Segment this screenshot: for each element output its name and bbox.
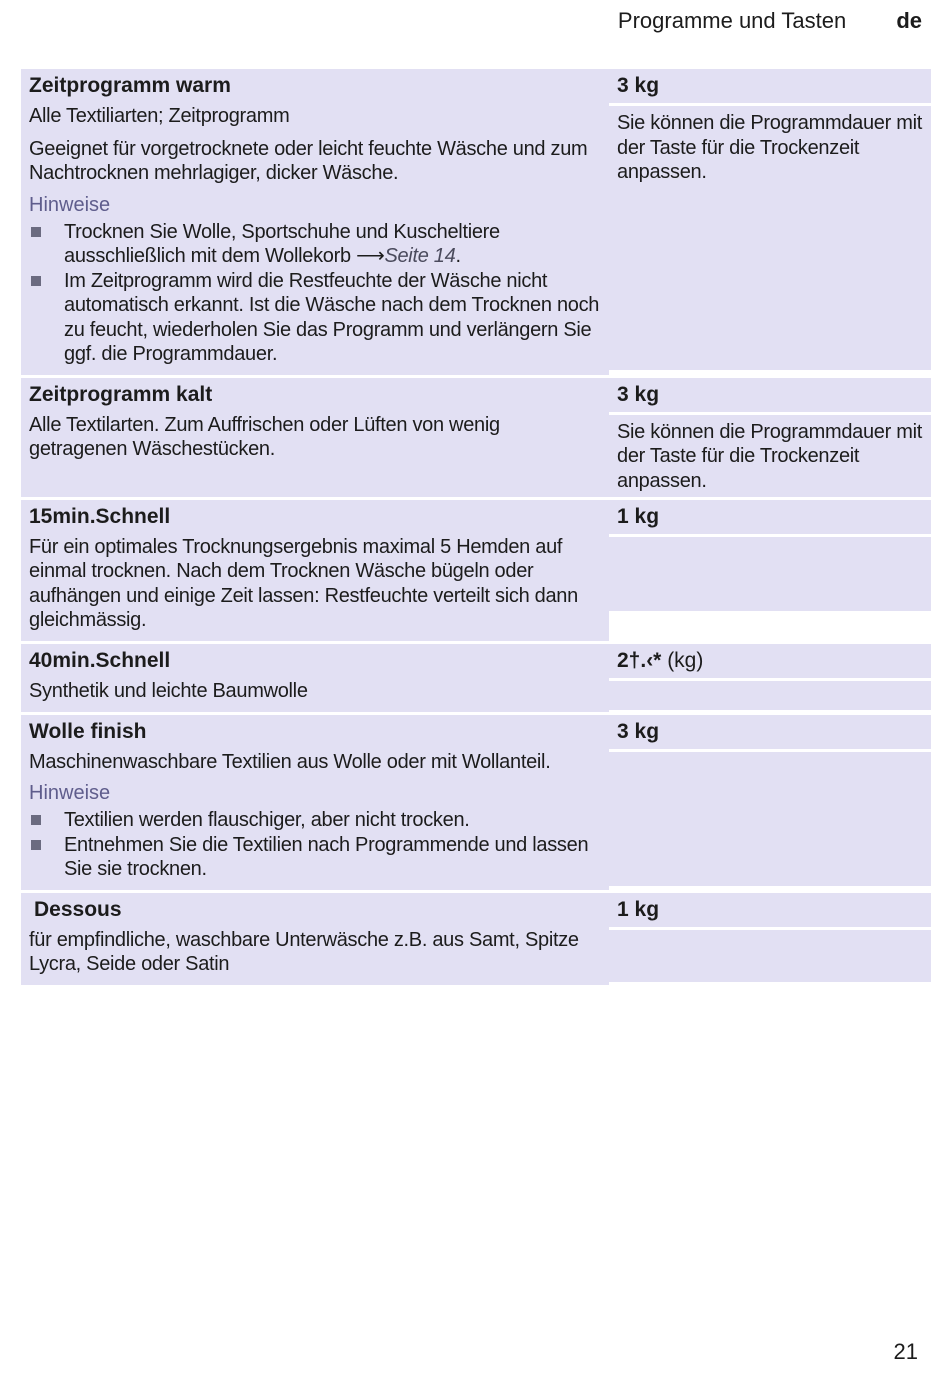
program-text: Für ein optimales Trocknungsergebnis maximal 5 Hemden auf einmal trocknen. Nach dem Trocknen Wäsche bügeln oder aufhängen und einige Zeit lassen: Restfeuchte verteilt sich dann gleichmässig. xyxy=(29,535,578,631)
program-load-cell xyxy=(609,893,931,988)
program-row xyxy=(21,893,931,988)
program-remark: Sie können die Programmdauer mit der Taste für die Trockenzeit anpassen. xyxy=(609,103,931,370)
program-load-cell xyxy=(609,500,931,644)
note-item xyxy=(29,833,601,882)
bullet-square-icon xyxy=(31,840,41,850)
program-title: 40min.Schnell xyxy=(29,648,171,672)
max-load: 1 kg xyxy=(609,893,931,927)
program-row xyxy=(21,378,931,500)
program-load-cell xyxy=(609,715,931,893)
note-item xyxy=(29,269,601,367)
max-load: 3 kg xyxy=(609,69,931,103)
program-text: Alle Textilarten. Zum Auffrischen oder Lüften von wenig getragenen Wäschestücken. xyxy=(29,413,500,460)
page-number: 21 xyxy=(893,1339,918,1364)
program-description-cell xyxy=(21,644,609,715)
program-title: Dessous xyxy=(34,897,122,921)
max-load: 2†.‹* (kg) xyxy=(609,644,931,678)
program-row xyxy=(21,644,931,715)
program-load-cell xyxy=(609,644,931,715)
section-title: Programme und Tasten xyxy=(617,8,847,33)
page-reference-link[interactable]: Seite 14 xyxy=(384,245,456,267)
program-text: Geeignet für vorgetrocknete oder leicht feuchte Wäsche und zum Nachtrocknen mehrlagiger, dicker Wäsche. xyxy=(29,137,588,184)
program-description-cell xyxy=(21,715,609,893)
note-text: Trocknen Sie Wolle, Sportschuhe und Kuscheltiere ausschließlich mit dem Wollekorb xyxy=(64,220,500,267)
note-punctuation: . xyxy=(455,245,461,267)
note-item xyxy=(29,808,601,833)
note-text: Entnehmen Sie die Textilien nach Programmende und lassen Sie sie trocknen. xyxy=(64,833,589,880)
program-load-cell xyxy=(609,378,931,500)
bullet-square-icon xyxy=(31,815,41,825)
program-remark xyxy=(609,534,931,611)
note-item xyxy=(29,220,601,269)
program-description-cell xyxy=(21,500,609,644)
program-remark xyxy=(609,678,931,710)
program-title: Zeitprogramm kalt xyxy=(29,382,213,406)
program-row xyxy=(21,500,931,644)
max-load: 3 kg xyxy=(609,715,931,749)
program-text: Maschinenwaschbare Textilien aus Wolle oder mit Wollanteil. xyxy=(29,750,551,773)
bullet-square-icon xyxy=(31,227,41,237)
notes-list xyxy=(29,808,601,882)
bullet-square-icon xyxy=(31,276,41,286)
program-title: Wolle finish xyxy=(29,719,147,743)
program-remark: Sie können die Programmdauer mit der Taste für die Trockenzeit anpassen. xyxy=(609,412,931,497)
max-load: 3 kg xyxy=(609,378,931,412)
program-text: Synthetik und leichte Baumwolle xyxy=(29,679,308,702)
program-remark xyxy=(609,927,931,982)
language-code: de xyxy=(896,8,922,33)
program-title: Zeitprogramm warm xyxy=(29,74,231,97)
program-remark xyxy=(609,749,931,886)
note-text: Textilien werden flauschiger, aber nicht trocken. xyxy=(64,809,470,831)
program-row xyxy=(21,715,931,893)
max-load: 1 kg xyxy=(609,500,931,534)
arrow-right-icon: ⟶ xyxy=(356,245,385,267)
program-table xyxy=(21,69,931,988)
note-text: Im Zeitprogramm wird die Restfeuchte der Wäsche nicht automatisch erkannt. Ist die Wäsche nach dem Trocknen noch zu feucht, wiederholen Sie das Programm und verlängern Sie ggf. die Programmdauer. xyxy=(64,269,600,365)
program-description-cell xyxy=(21,893,609,988)
page-header xyxy=(618,8,922,34)
program-text: für empfindliche, waschbare Unterwäsche z.B. aus Samt, Spitze Lycra, Seide oder Satin xyxy=(29,928,579,975)
program-row xyxy=(21,69,931,378)
program-description-cell xyxy=(21,69,609,378)
program-load-cell xyxy=(609,69,931,378)
program-text: Alle Textiliarten; Zeitprogramm xyxy=(29,105,290,127)
notes-list xyxy=(29,220,601,367)
program-title: 15min.Schnell xyxy=(29,504,171,528)
program-description-cell xyxy=(21,378,609,500)
notes-heading: Hinweise xyxy=(29,782,111,804)
notes-heading: Hinweise xyxy=(29,193,111,216)
